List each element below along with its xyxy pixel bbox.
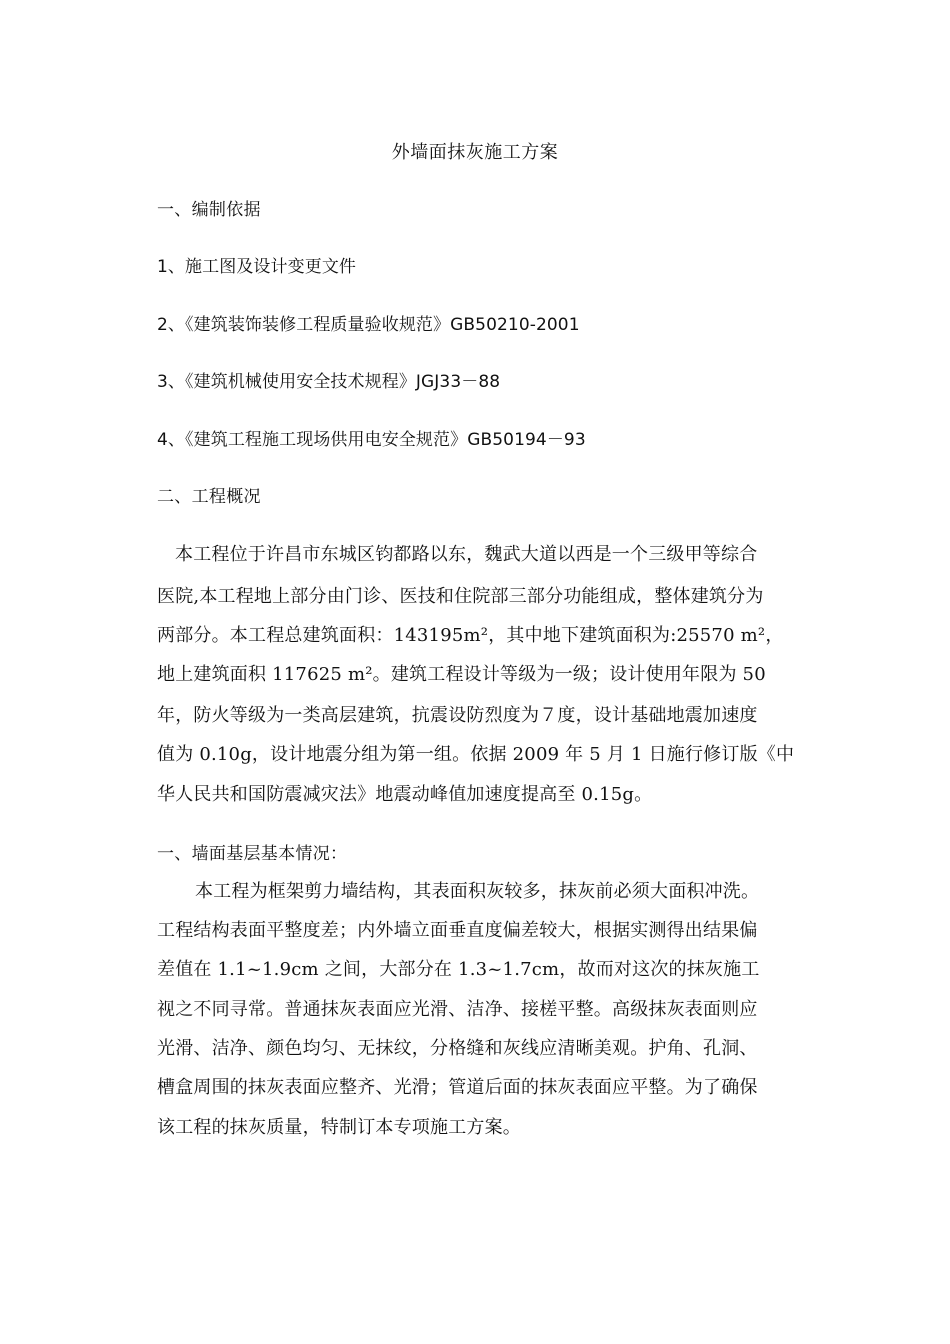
basis-item: 1、施工图及设计变更文件	[157, 257, 357, 277]
wall-paragraph-line: 槽盒周围的抹灰表面应整齐、光滑；管道后面的抹灰表面应平整。为了确保	[157, 1077, 758, 1098]
section-title-overview: 二、工程概况	[157, 487, 261, 507]
section-title-wall-base: 一、墙面基层基本情况：	[157, 844, 348, 864]
wall-paragraph-line: 本工程为框架剪力墙结构，其表面积灰较多，抹灰前必须大面积冲洗。	[195, 881, 760, 902]
basis-item: 3、《建筑机械使用安全技术规程》JGJ33－88	[157, 372, 501, 392]
overview-paragraph-line: 本工程位于许昌市东城区钧都路以东，魏武大道以西是一个三级甲等综合	[175, 544, 758, 565]
wall-paragraph-line: 该工程的抹灰质量，特制订本专项施工方案。	[157, 1117, 521, 1138]
section-title-basis: 一、编制依据	[157, 200, 261, 220]
document-title: 外墙面抹灰施工方案	[391, 142, 559, 163]
wall-paragraph-line: 差值在 1.1~1.9cm 之间，大部分在 1.3~1.7cm，故而对这次的抹灰施工	[157, 959, 760, 980]
wall-paragraph-line: 工程结构表面平整度差；内外墙立面垂直度偏差较大，根据实测得出结果偏	[157, 920, 758, 941]
overview-paragraph-line: 医院,本工程地上部分由门诊、医技和住院部三部分功能组成，整体建筑分为	[157, 586, 764, 607]
overview-paragraph-line: 年，防火等级为一类高层建筑，抗震设防烈度为７度，设计基础地震加速度	[157, 705, 758, 726]
overview-paragraph-line: 华人民共和国防震减灾法》地震动峰值加速度提高至 0.15g。	[157, 784, 653, 805]
wall-paragraph-line: 视之不同寻常。普通抹灰表面应光滑、洁净、接槎平整。高级抹灰表面则应	[157, 999, 758, 1020]
basis-item: 2、《建筑装饰装修工程质量验收规范》GB50210-2001	[157, 315, 580, 335]
overview-paragraph-line: 值为 0.10g，设计地震分组为第一组。依据 2009 年 5 月 1 日施行修订版《中	[157, 744, 795, 765]
overview-paragraph-line: 地上建筑面积 117625 m²。建筑工程设计等级为一级；设计使用年限为 50	[157, 664, 766, 685]
overview-paragraph-line: 两部分。本工程总建筑面积：143195m²，其中地下建筑面积为:25570 m²，	[157, 625, 784, 646]
basis-item: 4、《建筑工程施工现场供用电安全规范》GB50194－93	[157, 430, 586, 450]
wall-paragraph-line: 光滑、洁净、颜色均匀、无抹纹，分格缝和灰线应清晰美观。护角、孔洞、	[157, 1038, 758, 1059]
